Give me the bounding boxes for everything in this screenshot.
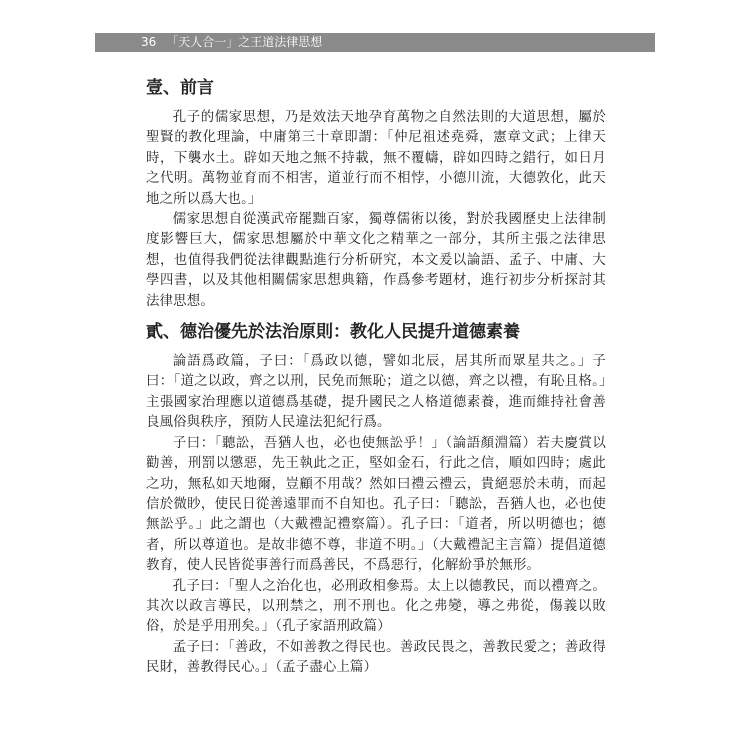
paragraph: 孟子曰：「善政，不如善教之得民也。善政民畏之，善教民愛之；善政得民財，善教得民心。」（孟子盡心上篇） <box>146 639 606 676</box>
section-heading-intro: 壹、前言 <box>146 78 214 98</box>
paragraph: 子曰：「聽訟，吾猶人也，必也使無訟乎！」（論語顏淵篇）若夫慶賞以勸善，刑罰以懲惡，先王執此之正，堅如金石，行此之信，順如四時；處此之功，無私如天地爾，豈顧不用哉？然如曰禮云禮云，貴絕惡於未萌，而起信於微眇，使民日從善遠罪而不自知也。孔子曰：「聽訟，吾猶人也，必也使無訟乎。」此之謂也（大戴禮記禮察篇）。孔子曰：「道者，所以明德也；德者，所以尊道也。是故非德不尊，非道不明。」（大戴禮記主言篇）提倡道德教育，使人民皆從事善行而爲善民，不爲惡行，化解紛爭於無形。 <box>146 435 606 574</box>
paragraph: 論語爲政篇，子曰：「爲政以德，譬如北辰，居其所而眾星共之。」子曰：「道之以政，齊之以刑，民免而無恥；道之以德，齊之以禮，有恥且格。」主張國家治理應以道德爲基礎，提升國民之人格道德素養，進而維持社會善良風俗與秩序，預防人民違法犯紀行爲。 <box>146 354 606 431</box>
paragraph: 儒家思想自從漢武帝罷黜百家，獨尊儒術以後，對於我國歷史上法律制度影響巨大，儒家思想屬於中華文化之精華之一部分，其所主張之法律思想，也值得我們從法律觀點進行分析研究，本文爰以論語、孟子、中庸、大學四書，以及其他相關儒家思想典籍，作爲參考題材，進行初步分析探討其法律思想。 <box>146 212 606 309</box>
paragraph: 孔子的儒家思想，乃是效法天地孕育萬物之自然法則的大道思想，屬於聖賢的教化理論，中庸第三十章即謂：「仲尼祖述堯舜，憲章文武；上律天時，下襲水土。辟如天地之無不持載，無不覆幬，辟如四時之錯行，如日月之代明。萬物並育而不相害，道並行而不相悖，小德川流，大德敦化，此天地之所以爲大也。」 <box>146 110 606 207</box>
running-title: 「天人合一」之王道法律思想 <box>166 35 323 49</box>
section-heading-virtue: 貳、德治優先於法治原則：教化人民提升道德素養 <box>146 322 520 343</box>
page-body <box>146 76 606 679</box>
running-header <box>95 33 655 52</box>
page-number: 36 <box>141 35 157 49</box>
paragraph: 孔子曰：「聖人之治化也，必刑政相參焉。太上以德教民，而以禮齊之。其次以政言導民，以刑禁之，刑不刑也。化之弗變，導之弗從，傷義以敗俗，於是乎用刑矣。」（孔子家語刑政篇） <box>146 578 606 635</box>
